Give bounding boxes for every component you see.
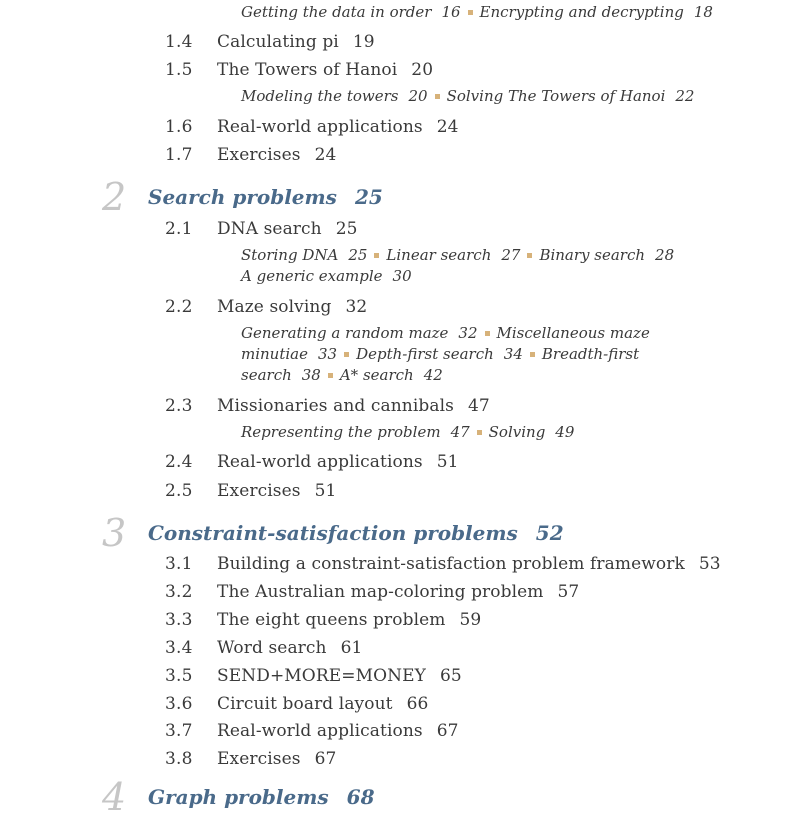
section-title: The Australian map-coloring problem bbox=[217, 582, 544, 602]
topic-line bbox=[241, 324, 650, 342]
separator-dot bbox=[468, 10, 473, 15]
section-entry bbox=[217, 219, 358, 239]
page-number: 65 bbox=[439, 666, 462, 686]
section-entry bbox=[217, 666, 462, 686]
page-number: 33 bbox=[318, 345, 338, 363]
page-number: 51 bbox=[436, 452, 459, 472]
section-entry bbox=[217, 694, 428, 714]
topic-line bbox=[241, 3, 719, 21]
section-title: Calculating pi bbox=[217, 32, 339, 52]
page-number: 34 bbox=[503, 345, 523, 363]
section-entry bbox=[217, 554, 721, 574]
section-entry bbox=[217, 610, 481, 630]
chapter-heading bbox=[148, 785, 375, 809]
separator-dot bbox=[435, 94, 440, 99]
section-number: 3.3 bbox=[165, 610, 193, 630]
section-title: SEND+MORE=MONEY bbox=[217, 666, 426, 686]
page-number: 51 bbox=[314, 481, 337, 501]
section-number: 1.5 bbox=[165, 60, 193, 80]
section-entry bbox=[217, 721, 459, 741]
separator-dot bbox=[485, 331, 490, 336]
page-number: 66 bbox=[406, 694, 429, 714]
section-title: Real-world applications bbox=[217, 452, 423, 472]
section-title: Word search bbox=[217, 638, 327, 658]
topic-label: Breadth-first bbox=[541, 345, 640, 363]
topic-line bbox=[241, 87, 700, 105]
topic-label: Getting the data in order bbox=[241, 3, 432, 21]
page-number: 68 bbox=[346, 785, 375, 809]
page-number: 49 bbox=[555, 423, 575, 441]
chapter-heading bbox=[148, 521, 564, 545]
page-number: 24 bbox=[436, 117, 459, 137]
page-number: 32 bbox=[458, 324, 478, 342]
page-number: 67 bbox=[436, 721, 459, 741]
chapter-title: Constraint-satisfaction problems bbox=[148, 521, 518, 545]
page-number: 20 bbox=[408, 87, 428, 105]
page-number: 67 bbox=[314, 749, 337, 769]
section-number: 1.7 bbox=[165, 145, 193, 165]
page-number: 25 bbox=[335, 219, 358, 239]
page-number: 52 bbox=[535, 521, 564, 545]
topic-label: Generating a random maze bbox=[241, 324, 449, 342]
topic-label: search bbox=[241, 366, 292, 384]
section-number: 2.4 bbox=[165, 452, 193, 472]
topic-label: Solving bbox=[488, 423, 546, 441]
topic-line bbox=[241, 267, 418, 285]
chapter-number: 3 bbox=[102, 511, 127, 555]
page-number: 28 bbox=[655, 246, 675, 264]
section-title: Real-world applications bbox=[217, 117, 423, 137]
topic-line bbox=[241, 366, 449, 384]
page-number: 20 bbox=[411, 60, 434, 80]
section-number: 3.4 bbox=[165, 638, 193, 658]
section-entry bbox=[217, 297, 367, 317]
topic-label: A generic example bbox=[241, 267, 383, 285]
chapter-number: 2 bbox=[102, 175, 127, 219]
section-number: 1.6 bbox=[165, 117, 193, 137]
section-number: 3.6 bbox=[165, 694, 193, 714]
section-title: Missionaries and cannibals bbox=[217, 396, 454, 416]
page-number: 57 bbox=[557, 582, 580, 602]
section-entry bbox=[217, 32, 375, 52]
topic-label: Depth-first search bbox=[356, 345, 494, 363]
chapter-title: Search problems bbox=[148, 185, 337, 209]
page-number: 53 bbox=[698, 554, 721, 574]
section-number: 3.7 bbox=[165, 721, 193, 741]
section-entry bbox=[217, 117, 459, 137]
page-number: 47 bbox=[467, 396, 490, 416]
topic-label: Linear search bbox=[386, 246, 492, 264]
page-number: 22 bbox=[675, 87, 695, 105]
topic-label: A* search bbox=[339, 366, 414, 384]
topic-label: Binary search bbox=[539, 246, 646, 264]
separator-dot bbox=[374, 253, 379, 258]
separator-dot bbox=[530, 352, 535, 357]
section-number: 2.5 bbox=[165, 481, 193, 501]
section-number: 3.1 bbox=[165, 554, 193, 574]
page-number: 38 bbox=[301, 366, 321, 384]
page-number: 47 bbox=[450, 423, 470, 441]
section-title: Building a constraint-satisfaction problem framework bbox=[217, 554, 685, 574]
topic-label: Storing DNA bbox=[241, 246, 339, 264]
page-number: 32 bbox=[345, 297, 368, 317]
topic-label: Solving The Towers of Hanoi bbox=[446, 87, 666, 105]
section-title: Exercises bbox=[217, 749, 301, 769]
section-number: 3.2 bbox=[165, 582, 193, 602]
page-number: 24 bbox=[314, 145, 337, 165]
section-number: 2.2 bbox=[165, 297, 193, 317]
section-number: 3.5 bbox=[165, 666, 193, 686]
section-number: 3.8 bbox=[165, 749, 193, 769]
page-number: 25 bbox=[354, 185, 383, 209]
section-entry bbox=[217, 582, 579, 602]
section-entry bbox=[217, 481, 336, 501]
topic-label: Representing the problem bbox=[241, 423, 441, 441]
topic-line bbox=[241, 345, 639, 363]
section-number: 2.1 bbox=[165, 219, 193, 239]
page-number: 19 bbox=[352, 32, 375, 52]
section-title: Exercises bbox=[217, 145, 301, 165]
section-number: 1.4 bbox=[165, 32, 193, 52]
page-number: 61 bbox=[340, 638, 363, 658]
section-entry bbox=[217, 638, 362, 658]
separator-dot bbox=[344, 352, 349, 357]
section-entry bbox=[217, 145, 336, 165]
section-entry bbox=[217, 749, 336, 769]
page-number: 42 bbox=[423, 366, 443, 384]
page-number: 18 bbox=[693, 3, 713, 21]
page-number: 16 bbox=[441, 3, 461, 21]
section-title: Real-world applications bbox=[217, 721, 423, 741]
section-title: Circuit board layout bbox=[217, 694, 393, 714]
topic-label: Encrypting and decrypting bbox=[479, 3, 684, 21]
section-title: The Towers of Hanoi bbox=[217, 60, 398, 80]
topic-line bbox=[241, 246, 680, 264]
topic-line bbox=[241, 423, 580, 441]
chapter-number: 4 bbox=[102, 775, 127, 819]
chapter-title: Graph problems bbox=[148, 785, 329, 809]
page-number: 27 bbox=[501, 246, 521, 264]
section-title: The eight queens problem bbox=[217, 610, 446, 630]
section-entry bbox=[217, 60, 433, 80]
section-number: 2.3 bbox=[165, 396, 193, 416]
section-entry bbox=[217, 452, 459, 472]
section-title: Maze solving bbox=[217, 297, 332, 317]
section-title: DNA search bbox=[217, 219, 322, 239]
topic-label: Miscellaneous maze bbox=[496, 324, 650, 342]
separator-dot bbox=[527, 253, 532, 258]
separator-dot bbox=[328, 373, 333, 378]
section-title: Exercises bbox=[217, 481, 301, 501]
section-entry bbox=[217, 396, 490, 416]
topic-label: Modeling the towers bbox=[241, 87, 399, 105]
page-number: 59 bbox=[459, 610, 482, 630]
topic-label: minutiae bbox=[241, 345, 308, 363]
page-number: 30 bbox=[392, 267, 412, 285]
page-number: 25 bbox=[348, 246, 368, 264]
chapter-heading bbox=[148, 185, 383, 209]
separator-dot bbox=[477, 430, 482, 435]
